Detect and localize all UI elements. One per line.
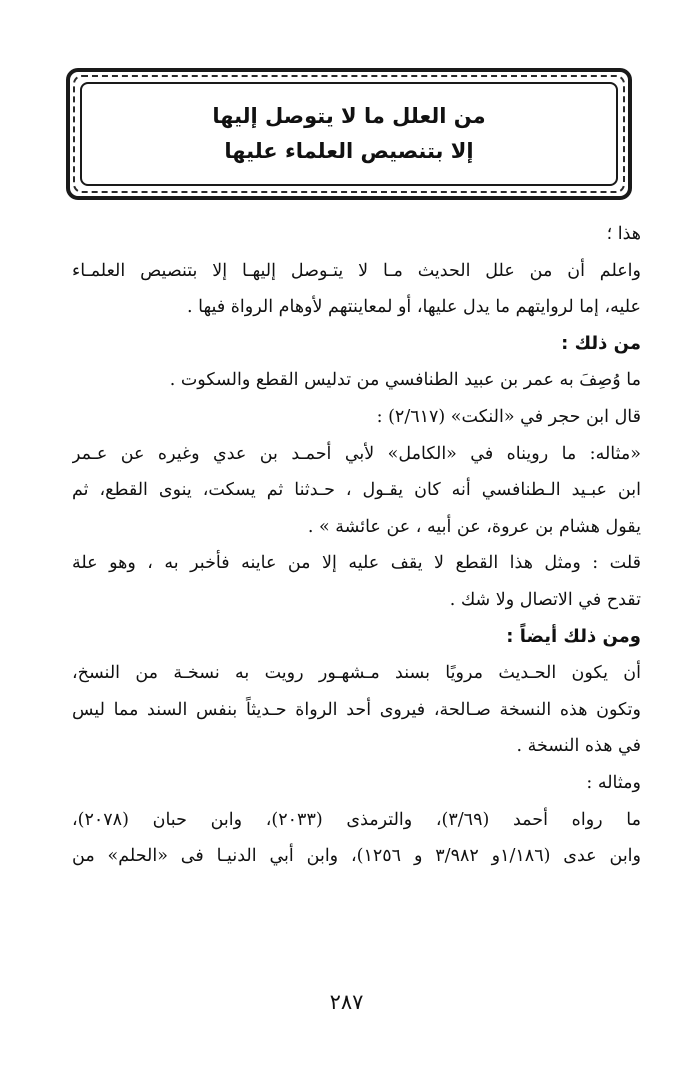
- text-line: ومثاله :: [586, 772, 641, 793]
- text-line: قلت : ومثل هذا القطع لا يقف عليه إلا من عاينه فأخبر به ، وهو علة: [72, 553, 641, 574]
- text-line: ابن عبـيد الـطنافسي أنه كان يقـول ، حـدثنا ثم يسكت، ينوى القطع، ثم: [72, 480, 641, 501]
- chapter-title-frame: [66, 68, 632, 200]
- chapter-title-line-2: إلا بتنصيص العلماء عليها: [224, 139, 474, 163]
- section-heading: من ذلك :: [561, 332, 641, 354]
- page-number: ٢٨٧: [329, 990, 364, 1014]
- text-line: ما وُصِفَ به عمر بن عبيد الطنافسي من تدليس القطع والسكوت .: [169, 370, 641, 391]
- text-line: «مثاله: ما رويناه في «الكامل» لأبي أحمـد بن عدي وغيره عن عـمر: [72, 443, 641, 464]
- text-line: وتكون هذه النسخة صـالحة، فيروى أحد الرواة حـديثاً بنفس السند مما ليس: [72, 699, 641, 720]
- text-line: في هذه النسخة .: [516, 736, 641, 757]
- text-line: قال ابن حجر في «النكت» (٢/٦١٧) :: [376, 406, 641, 427]
- chapter-title-box: [80, 82, 618, 186]
- text-line: واعلم أن من علل الحديث مـا لا يتـوصل إليهـا إلا بتنصيص العلمـاء: [72, 260, 641, 281]
- text-line: تقدح في الاتصال ولا شك .: [449, 589, 641, 610]
- text-line: أن يكون الحـديث مرويًا بسند مـشهـور رويت به نسخـة من النسخ،: [72, 663, 641, 684]
- section-heading: ومن ذلك أيضاً :: [506, 625, 641, 647]
- text-line: عليه، إما لروايتهم ما يدل عليها، أو لمعاينتهم لأوهام الرواة فيها .: [187, 297, 641, 318]
- text-line: هذا ؛: [606, 224, 641, 244]
- chapter-title-line-1: من العلل ما لا يتوصل إليها: [212, 103, 486, 128]
- text-line: وابن عدى (١/١٨٦و ٣/٩٨٢ و ١٢٥٦)، وابن أبي الدنيـا فى «الحلم» من: [72, 846, 641, 867]
- text-line: يقول هشام بن عروة، عن أبيه ، عن عائشة » .: [307, 516, 641, 537]
- body-text: [72, 216, 641, 875]
- text-line: ما رواه أحمد (٣/٦٩)، والترمذى (٢٠٣٣)، وابن حبان (٢٠٧٨)،: [72, 809, 641, 830]
